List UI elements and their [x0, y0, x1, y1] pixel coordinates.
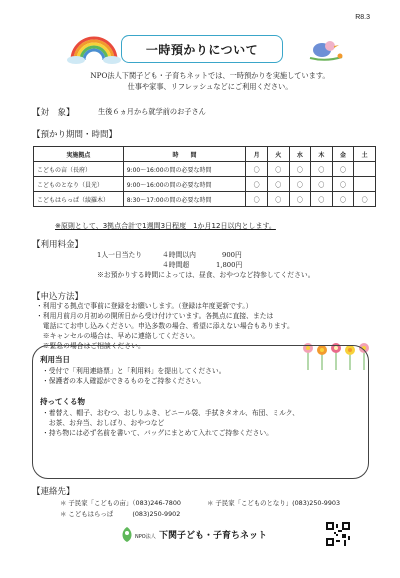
day-mark: 〇 — [332, 192, 354, 207]
day-mark: 〇 — [311, 162, 333, 177]
date-label: R8.3 — [355, 14, 370, 21]
apply-line: ・利用月前月の月初めの開所日から受け付けています。各拠点に直接、または — [36, 312, 274, 320]
fee-hours: ４時間超 — [162, 261, 190, 269]
bring-heading: 持ってくる物 — [40, 397, 85, 406]
fee-heading: 【利用料金】 — [32, 240, 84, 250]
fee-price: 900円 — [222, 251, 242, 259]
day-mark: 〇 — [289, 192, 311, 207]
day-mark: 〇 — [267, 177, 289, 192]
apply-line: ※キャンセルの場合は、早めに連絡してください。 — [36, 332, 200, 340]
day-mark: 〇 — [267, 162, 289, 177]
day-mark: 〇 — [332, 177, 354, 192]
qr-code — [326, 522, 350, 546]
rule-note-text: ※原則として、3拠点合計で1週間3日程度 1か月12日以内とします。 — [55, 222, 276, 230]
bring-line: ・持ち物には必ず名前を書いて、バッグにまとめて入れてご持参ください。 — [42, 429, 273, 437]
day-mark: 〇 — [311, 192, 333, 207]
day-mark: 〇 — [289, 162, 311, 177]
column-header: 月 — [246, 147, 268, 162]
day-mark — [354, 177, 376, 192]
apply-line: 電話にてお申し込みください。申込多数の場合、希望に添えない場合もあります。 — [36, 322, 294, 330]
fee-price: 1,800円 — [216, 261, 243, 269]
column-header: 金 — [332, 147, 354, 162]
page-title: 一時預かりについて — [121, 35, 283, 63]
column-header: 実施拠点 — [34, 147, 124, 162]
day-mark: 〇 — [311, 177, 333, 192]
column-header: 木 — [311, 147, 333, 162]
site-cell: こどもの亩（長府） — [34, 162, 124, 177]
site-cell: こどもはらっぱ（綾羅木） — [34, 192, 124, 207]
apply-heading: 【申込方法】 — [32, 292, 84, 302]
fee-label: 1人一日当たり — [97, 251, 143, 259]
table-header-row — [34, 147, 376, 162]
schedule-table — [33, 146, 376, 207]
contact-line: ＊ 子民家「こどもの亩」（083)246-7800 — [60, 499, 181, 507]
contact-line: ＊ こどもはらっぱ (083)250-9902 — [60, 510, 181, 518]
day-text — [42, 366, 226, 386]
day-mark: 〇 — [267, 192, 289, 207]
contact-line: ＊ 子民家「こどものとなり」(083)250-9903 — [207, 499, 341, 507]
fee-note: ※お預かりする時間によっては、昼食、おやつなど持参してください。 — [97, 271, 315, 279]
bring-text — [42, 408, 362, 438]
day-mark: 〇 — [354, 192, 376, 207]
table-row — [34, 177, 376, 192]
day-mark: 〇 — [332, 162, 354, 177]
bring-line: お茶、お弁当、おしぼり、おやつなど — [42, 419, 165, 427]
intro-line: NPO法人下関子ども・子育ちネットでは、一時預かりを実施しています。 — [90, 71, 330, 80]
bring-line: ・着替え、帽子、おむつ、おしりふき、ビニール袋、手拭きタオル、布団、ミルク、 — [42, 409, 300, 417]
time-cell: 8:30〜17:00の間の必要な時間 — [123, 192, 246, 207]
intro-line: 仕事や家事、リフレッシュなどにご利用ください。 — [127, 82, 293, 91]
table-row — [34, 192, 376, 207]
column-header: 土 — [354, 147, 376, 162]
logo-text: 下関子ども・子育ちネット — [159, 531, 268, 541]
column-header: 火 — [267, 147, 289, 162]
day-mark: 〇 — [246, 177, 268, 192]
day-mark — [354, 162, 376, 177]
time-cell: 9:00〜16:00の間の必要な時間 — [123, 177, 246, 192]
column-header: 時 間 — [123, 147, 246, 162]
bird-illustration — [306, 36, 346, 64]
rainbow-illustration — [66, 30, 122, 64]
apply-text — [36, 301, 336, 351]
intro-text — [40, 70, 380, 92]
logo-small-text: NPO法人 — [135, 534, 156, 540]
target-heading: 【対 象】 — [32, 108, 75, 118]
period-heading: 【預かり期間・時間】 — [32, 130, 118, 140]
day-mark: 〇 — [246, 192, 268, 207]
npo-logo-icon — [120, 525, 134, 543]
column-header: 水 — [289, 147, 311, 162]
day-heading: 利用当日 — [40, 355, 70, 364]
fee-hours: ４時間以内 — [162, 251, 196, 259]
day-line: ・受付で「利用連絡票」と「利用料」を提出してください。 — [42, 367, 226, 375]
time-cell: 9:00〜16:00の間の必要な時間 — [123, 162, 246, 177]
site-cell: こどものとなり（員光） — [34, 177, 124, 192]
table-row — [34, 162, 376, 177]
target-text: 生後６ヵ月から就学前のお子さん — [98, 107, 206, 116]
day-line: ・保護者の本人確認ができるものをご持参ください。 — [42, 377, 206, 385]
day-mark: 〇 — [289, 177, 311, 192]
rule-note — [55, 221, 276, 231]
day-mark: 〇 — [246, 162, 268, 177]
contact-heading: 【連絡先】 — [32, 487, 75, 497]
apply-line: ※緊急の場合はご相談ください。 — [36, 342, 145, 350]
apply-line: ・利用する拠点で事前に登録をお願いします。（登録は年度更新です。） — [36, 302, 253, 310]
